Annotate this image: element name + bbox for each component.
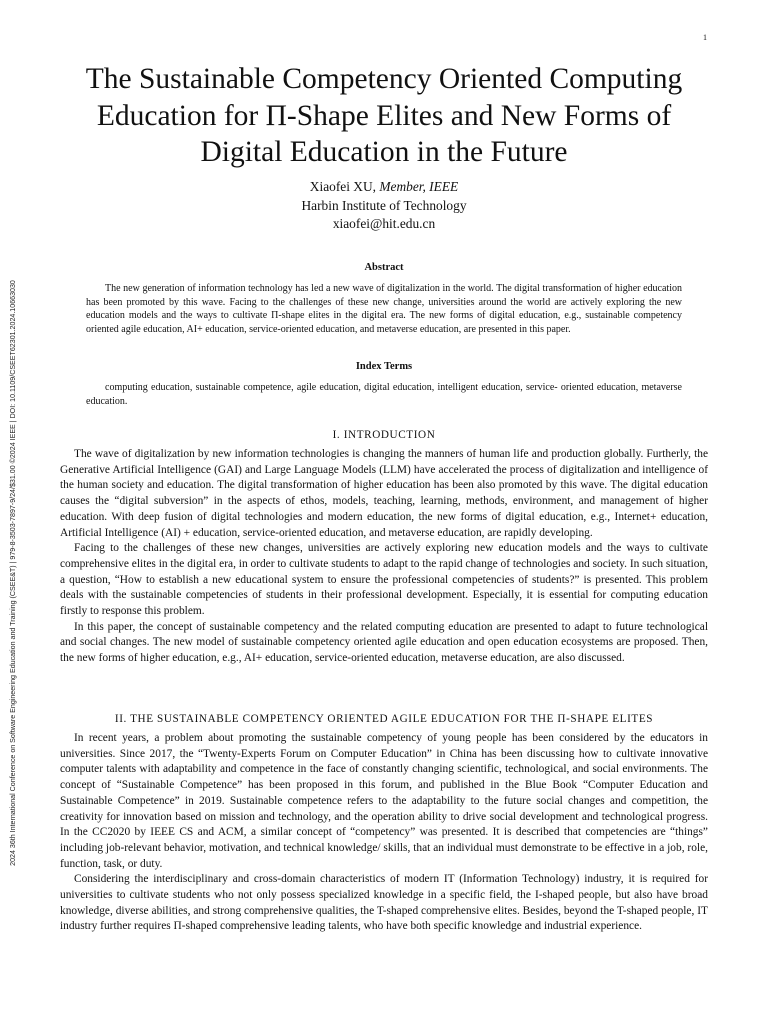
paragraph: In recent years, a problem about promoting the sustainable competency of young people has been considered by the educators in universities. Since 2017, the “Twenty-Experts Forum on Computer Education” in China has been discussing how to cultivate innovative computer talents with adaptability and competence in the face of constantly changing scientific, technological, and social environments. The concept of “Sustainable Competence” has been proposed in this forum, and published in the Blue Book “Computer Education and Sustainable Competence” in 2019. Sustainable competence refers to the adaptability to the future social changes and competition, the creativity for innovation based on mission and technology, and the operation ability to drive social development and technological progress. In the CC2020 by IEEE CS and ACM, a similar concept of “competency” was presented. It is described that competencies are “things” including job-relevant behavior, motivation, and technical knowledge/ skills, that an individual must demonstrate to be effective in a job, role, function, task, or duty. [60, 732, 708, 870]
author-role: Member, IEEE [379, 179, 459, 194]
paper-title: The Sustainable Competency Oriented Computing Education for Π-Shape Elites and New Forms of Digital Education in the Future [85, 63, 683, 168]
conference-side-note [7, 168, 19, 978]
index-terms-body [86, 381, 682, 408]
paragraph: The wave of digitalization by new information technologies is changing the manners of human life and production globally. Furtherly, the Generative Artificial Intelligence (GAI) and Large Language Models (LLM) have accelerated the process of digitalization and intelligence of the human society and education. The digital transformation of higher education has been also promoted by this wave. The digital education causes the “digital subversion” in the aspects of ethos, models, teaching, learning, methods, environment, and management of higher education. With deep fusion of digital technologies and modern education, the new forms of digital education, e.g., Internet+ education, Artificial Intelligence (AI) + education, service-oriented education, and metaverse education, are rapidly developing. [60, 448, 708, 539]
author-email: xiaofei@hit.edu.cn [332, 216, 436, 231]
side-note-text: 2024 36th International Conference on Software Engineering Education and Training (CSEE&T) | 979-8-3503-7897-9/24/$31.00 ©2024 IEEE | DOI: 10.1109/CSEET62301.2024.10663030 [9, 280, 17, 866]
abstract-body [86, 282, 682, 336]
paragraph: Considering the interdisciplinary and cross-domain characteristics of modern IT (Information Technology) industry, it is required for universities to cultivate students who not only possess specialized knowledge in a specific field, the I-shaped people, but also have broad knowledge, diverse abilities, and strong comprehensive qualities, the T-shaped comprehensive elites. Besides, beyond the T-shaped people, IT industry further requires Π-shaped comprehensive leading talents, who have both specific knowledge and industrial experience. [60, 873, 708, 933]
section-body-introduction [60, 447, 708, 667]
index-terms-text: computing education, sustainable competence, agile education, digital education, intelligent education, service- oriented education, metaverse education. [86, 382, 682, 407]
section-body-agile-education [60, 731, 708, 935]
abstract-text: The new generation of information technology has led a new wave of digitalization in the world. The digital transformation of higher education has been promoted by this wave. Facing to the challenges of these new change, universities around the world are actively exploring the new education models and the ways to cultivate Π-shape elites in the digital era. The new forms of digital education, e.g., sustainable competency oriented agile education, AI+ education, service-oriented education, and metaverse education, are presented in this paper. [86, 283, 682, 335]
author-block [60, 178, 708, 234]
author-affiliation: Harbin Institute of Technology [301, 197, 467, 213]
paragraph: In this paper, the concept of sustainable competency and the related computing education are presented to adapt to future technological and social changes. The new model of sustainable competency oriented agile education and open education ecosystems are proposed. Then, the new forms of higher education, e.g., AI+ education, service-oriented education, metaverse education, are also discussed. [60, 620, 708, 665]
section-heading-introduction: I. INTRODUCTION [332, 429, 436, 441]
section-heading-agile-education: II. THE SUSTAINABLE COMPETENCY ORIENTED AGILE EDUCATION FOR THE Π-SHAPE ELITES [114, 713, 654, 725]
abstract-heading: Abstract [364, 262, 404, 273]
index-terms-heading: Index Terms [355, 361, 413, 372]
author-name: Xiaofei XU, [309, 179, 376, 194]
paragraph: Facing to the challenges of these new changes, universities are actively exploring new education models and the ways to cultivate comprehensive elites in the digital era, in order to cultivate students to adapt to the rapid change of technologies and society. In such situation, a question, “How to establish a new educational system to ensure the professional competencies of students?” is presented. This problem deals with the sustainable competencies of students in their professional development. Especially, it is essential for computing education firstly to response this problem. [60, 542, 708, 618]
page-number: 1 [703, 33, 707, 42]
